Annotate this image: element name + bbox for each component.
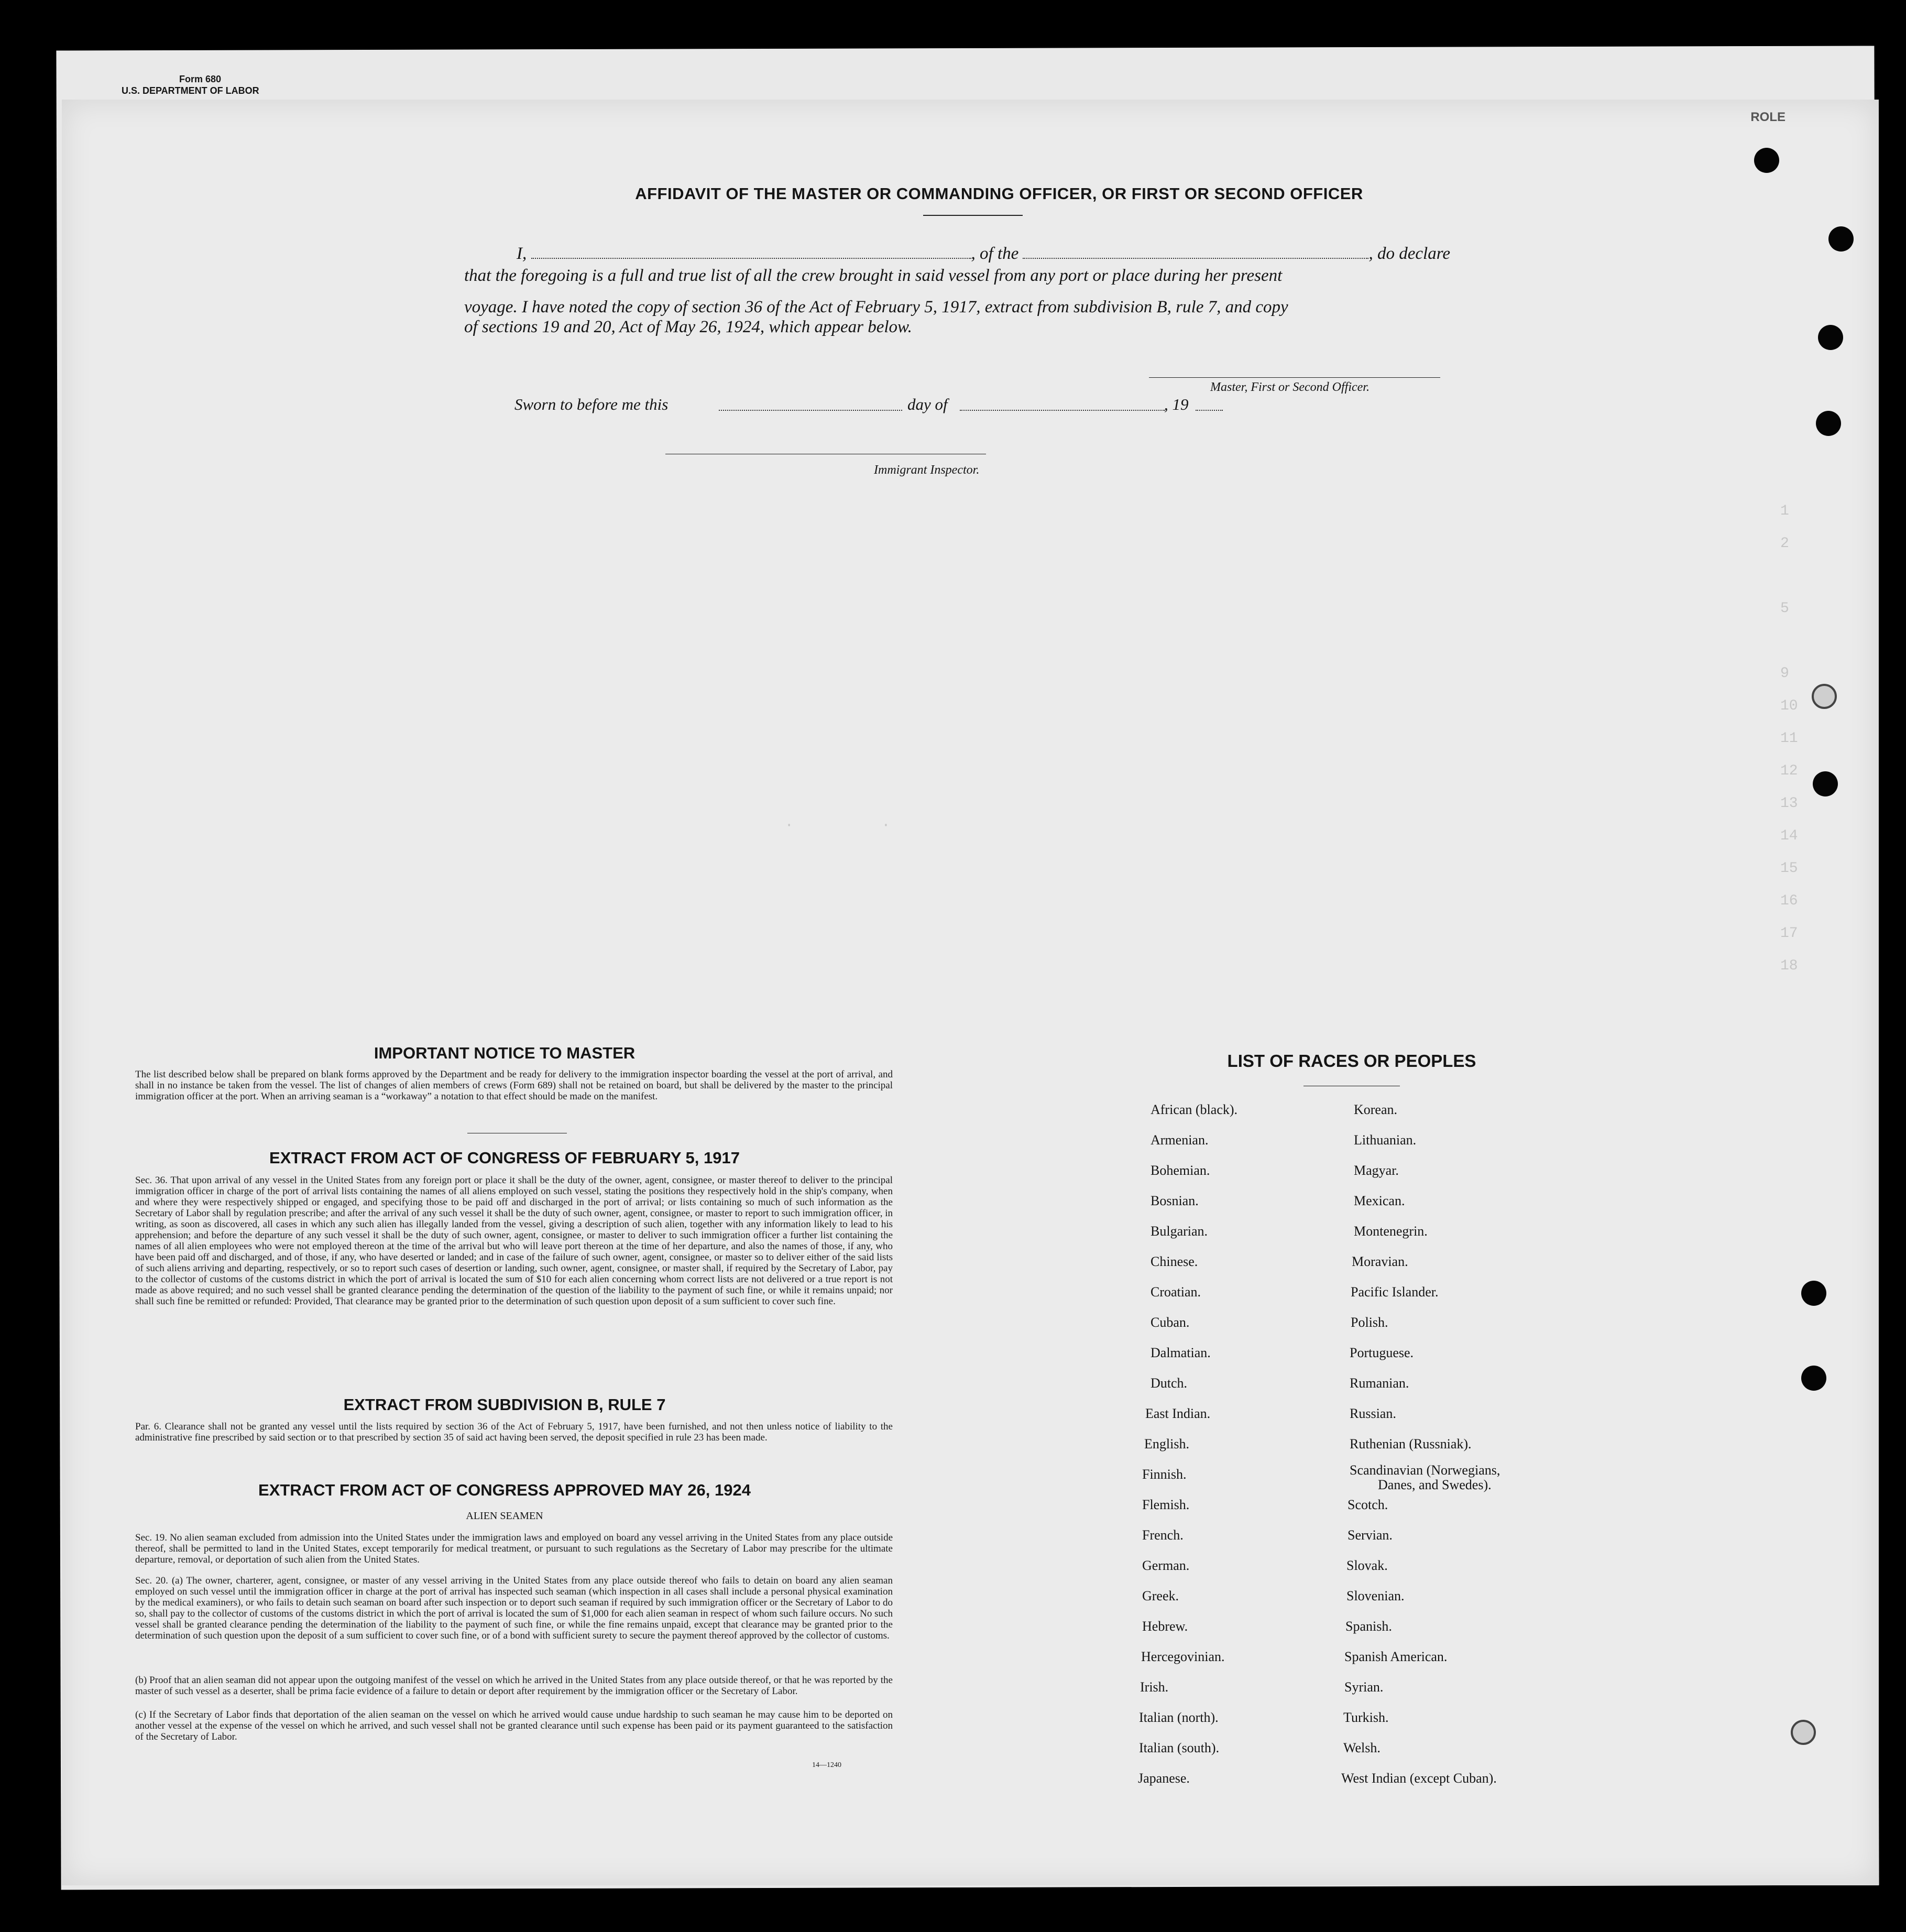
- race-right: West Indian (except Cuban).: [1341, 1771, 1497, 1786]
- race-left: African (black).: [1151, 1102, 1238, 1117]
- race-right: Danes, and Swedes).: [1378, 1477, 1492, 1492]
- sec20a-text: Sec. 20. (a) The owner, charterer, agent, consignee, or master of any vessel arriving in the United States from any place outside thereof who fails to detain on board any alien seaman employed on such vessel until the immigration officer in charge at the port of arrival has inspected such seaman (which inspection in all cases shall include a personal physical examination by the medical examiners), or who fails to detain such seaman on board after such inspection or to deport such seaman if required by such immigration officer or the Secretary of Labor to do so, shall pay to the collector of customs of the customs district in which the port of arrival is located the sum of $1,000 for each alien seaman in respect of whom such failure occurs. No such vessel shall be granted clearance pending the determination of the liability to the payment of such fine, or while the fine remains unpaid, except that clearance may be granted prior to the determination of such question upon the deposit of a sum sufficient to cover such fine, or of a bond with sufficient surety to secure the payment thereof approved by the collector of customs.: [135, 1575, 893, 1641]
- punch-hole: [1818, 325, 1843, 350]
- name-field[interactable]: [531, 245, 971, 259]
- race-left: Italian (south).: [1139, 1740, 1220, 1755]
- year-prefix: , 19: [1164, 395, 1189, 413]
- declaration-line-1: [464, 243, 1481, 264]
- race-left: Bulgarian.: [1151, 1224, 1208, 1239]
- race-right: Polish.: [1351, 1315, 1388, 1330]
- rule7-title: EXTRACT FROM SUBDIVISION B, RULE 7: [343, 1395, 666, 1414]
- print-code: 14—1240: [812, 1761, 841, 1769]
- race-right: Spanish.: [1345, 1619, 1392, 1634]
- race-left: Irish.: [1140, 1679, 1169, 1695]
- sworn-text: Sworn to before me this: [514, 395, 669, 413]
- master-signature-line[interactable]: [1149, 377, 1440, 378]
- race-left: Cuban.: [1151, 1315, 1190, 1330]
- form-number: Form 680: [179, 74, 222, 84]
- master-signature-label: Master, First or Second Officer.: [1210, 380, 1370, 394]
- race-left: Hercegovinian.: [1141, 1649, 1225, 1664]
- race-left: Italian (north).: [1139, 1710, 1219, 1725]
- race-left: Finnish.: [1142, 1467, 1187, 1482]
- sec19-text: Sec. 19. No alien seaman excluded from admission into the United States under the immigration laws and employed on board any vessel arriving in the United States from any place outside thereof, shall be permitted to land in the United States, except temporarily for medical treatment, or pursuant to such regulations as the Secretary of Labor may prescribe for the ultimate departure, removal, or deportation of such alien from the United States.: [135, 1532, 893, 1565]
- declaration-of-the: , of the: [971, 244, 1019, 263]
- race-left: Hebrew.: [1142, 1619, 1188, 1634]
- race-left: Dalmatian.: [1151, 1345, 1211, 1360]
- race-right: Ruthenian (Russniak).: [1350, 1436, 1472, 1451]
- form-header: [122, 73, 259, 96]
- punch-hole: [1812, 684, 1837, 709]
- race-left: Bohemian.: [1151, 1163, 1210, 1178]
- sworn-day-field[interactable]: [719, 409, 902, 411]
- punch-hole: [1813, 771, 1838, 796]
- race-right: Pacific Islander.: [1351, 1284, 1439, 1300]
- extract-1917-title: EXTRACT FROM ACT OF CONGRESS OF FEBRUARY 5, 1917: [269, 1149, 740, 1167]
- race-right: Lithuanian.: [1354, 1132, 1417, 1148]
- race-right: Slovak.: [1346, 1558, 1388, 1573]
- sworn-statement: [514, 395, 668, 414]
- race-left: Bosnian.: [1151, 1193, 1199, 1208]
- race-right: Portuguese.: [1350, 1345, 1414, 1360]
- declaration-line-4: of sections 19 and 20, Act of May 26, 1924, which appear below.: [464, 318, 912, 336]
- races-title: LIST OF RACES OR PEOPLES: [1227, 1051, 1476, 1071]
- race-left: Flemish.: [1142, 1497, 1190, 1512]
- declaration-line-2: that the foregoing is a full and true list of all the crew brought in said vessel from any port or place during her present: [464, 266, 1283, 285]
- race-left: German.: [1142, 1558, 1190, 1573]
- sec20c-text: (c) If the Secretary of Labor finds that deportation of the alien seaman on the vessel on which he arrived would cause undue hardship to such seaman he may cause him to be deported on another vessel at the expense of the vessel on which he arrived, and such vessel shall not be granted clearance until such expense has been paid or its payment guaranteed to the satisfaction of the Secretary of Labor.: [135, 1709, 893, 1742]
- alien-seamen-subtitle: ALIEN SEAMEN: [466, 1510, 543, 1522]
- race-right: Rumanian.: [1350, 1376, 1409, 1391]
- declaration-i: I,: [517, 244, 527, 263]
- race-left: Croatian.: [1151, 1284, 1201, 1300]
- race-right: Syrian.: [1344, 1679, 1384, 1695]
- race-left: Armenian.: [1151, 1132, 1209, 1148]
- race-left: East Indian.: [1145, 1406, 1211, 1421]
- sworn-year-field[interactable]: [1196, 409, 1223, 411]
- race-left: Chinese.: [1151, 1254, 1198, 1269]
- race-right: Russian.: [1350, 1406, 1396, 1421]
- race-right: Scandinavian (Norwegians,: [1350, 1462, 1500, 1478]
- race-right: Turkish.: [1343, 1710, 1389, 1725]
- punch-hole: [1801, 1281, 1826, 1306]
- bleed-through-marks: 1 2 5 9 10 11 12 13 14 15 16 17 18: [1780, 503, 1798, 974]
- race-left: English.: [1144, 1436, 1189, 1451]
- punch-hole: [1816, 411, 1841, 436]
- punch-hole: [1754, 148, 1779, 173]
- race-right: Scotch.: [1348, 1497, 1388, 1512]
- race-right: Korean.: [1354, 1102, 1398, 1117]
- sec20b-text: (b) Proof that an alien seaman did not appear upon the outgoing manifest of the vessel on which he arrived in the United States from any place outside thereof, or that he was reported by the master of such vessel as a deserter, shall be prima facie evidence of a failure to detain or deport after requirement by the immigration officer or the Secretary of Labor.: [135, 1675, 893, 1697]
- title-underline: [923, 215, 1023, 216]
- race-right: Mexican.: [1354, 1193, 1405, 1208]
- affidavit-title: AFFIDAVIT OF THE MASTER OR COMMANDING OFFICER, OR FIRST OR SECOND OFFICER: [635, 184, 1363, 203]
- race-left: Dutch.: [1151, 1376, 1188, 1391]
- vessel-field[interactable]: [1023, 245, 1368, 259]
- punch-hole: [1801, 1366, 1826, 1391]
- extract-1924-title: EXTRACT FROM ACT OF CONGRESS APPROVED MAY 26, 1924: [258, 1481, 751, 1499]
- declaration-declare: , do declare: [1368, 244, 1450, 263]
- race-right: Slovenian.: [1346, 1588, 1405, 1603]
- race-left: French.: [1142, 1527, 1184, 1543]
- race-right: Spanish American.: [1344, 1649, 1448, 1664]
- sworn-month-field[interactable]: [960, 409, 1165, 411]
- race-right: Servian.: [1348, 1527, 1393, 1543]
- day-of-label: day of: [907, 395, 948, 413]
- race-left: Japanese.: [1138, 1771, 1190, 1786]
- punch-hole: [1828, 226, 1854, 252]
- race-right: Moravian.: [1352, 1254, 1408, 1269]
- department-name: U.S. DEPARTMENT OF LABOR: [122, 85, 259, 96]
- punch-hole: [1791, 1720, 1816, 1745]
- rule7-text: Par. 6. Clearance shall not be granted any vessel until the lists required by section 36 of the Act of February 5, 1917, have been furnished, and not then unless notice of liability to the administrative fine prescribed by said section or to that prescribed by section 35 of said act having been served, the deposit specified in rule 23 has been made.: [135, 1421, 893, 1443]
- inspector-signature-label: Immigrant Inspector.: [874, 463, 980, 477]
- race-right: Magyar.: [1354, 1163, 1399, 1178]
- race-right: Welsh.: [1343, 1740, 1381, 1755]
- race-right: Montenegrin.: [1354, 1224, 1428, 1239]
- notice-title: IMPORTANT NOTICE TO MASTER: [374, 1044, 636, 1062]
- top-right-code: ROLE: [1750, 110, 1785, 124]
- extract-1917-text: Sec. 36. That upon arrival of any vessel in the United States from any foreign port or place it shall be the duty of the owner, agent, consignee, or master thereof to deliver to the principal immigration officer in charge of the port of arrival lists containing the names of all aliens employed on such vessel, stating the positions they respectively hold in the ship's company, when and where they were respectively shipped or engaged, and specifying those to be paid off and discharged in the port of arrival; or lists containing so much of such information as the Secretary of Labor shall by regulation prescribe; and after the arrival of any such vessel it shall be the duty of such owner, agent, consignee, or master to report to such immigration officer, in writing, as soon as discovered, all cases in which any such alien has illegally landed from the vessel, giving a description of such alien, together with any information likely to lead to his apprehension; and before the departure of any such vessel it shall be the duty of such owner, agent, consignee, or master to deliver to such immigration officer a further list containing the names of all alien employees who were not employed thereon at the time of the arrival but who will leave port thereon at the time of her departure, and also the names of those, if any, who have been paid off and discharged, and of those, if any, who have deserted or landed; and in case of the failure of such owner, agent, consignee, or master so to deliver either of the said lists of such aliens arriving and departing, respectively, or so to report such cases of desertion or landing, such owner, agent, consignee, or master shall, if required by the Secretary of Labor, pay to the collector of customs of the customs district in which the port of arrival is located the sum of $10 for each alien concerning whom correct lists are not delivered or a true report is not made as above required; and no such vessel shall be granted clearance pending the determination of the question of the liability to the payment of such fine, or while it remains unpaid; nor shall such fine be remitted or refunded: Provided, That clearance may be granted prior to the determination of such question upon deposit of a sum sufficient to cover such fine.: [135, 1175, 893, 1307]
- bleed-through-marks: · ·: [503, 817, 891, 834]
- race-left: Greek.: [1142, 1588, 1179, 1603]
- notice-text: The list described below shall be prepared on blank forms approved by the Department and be ready for delivery to the immigration inspector boarding the vessel at the port of arrival, and shall in no instance be taken from the vessel. The list of changes of alien members of crews (Form 689) shall not be retained on board, but shall be delivered by the master to the principal immigration officer at the port. When an arriving seaman is a “workaway” a notation to that effect should be made on the manifest.: [135, 1069, 893, 1102]
- declaration-line-3: voyage. I have noted the copy of section 36 of the Act of February 5, 1917, extract from subdivision B, rule 7, and copy: [464, 298, 1288, 316]
